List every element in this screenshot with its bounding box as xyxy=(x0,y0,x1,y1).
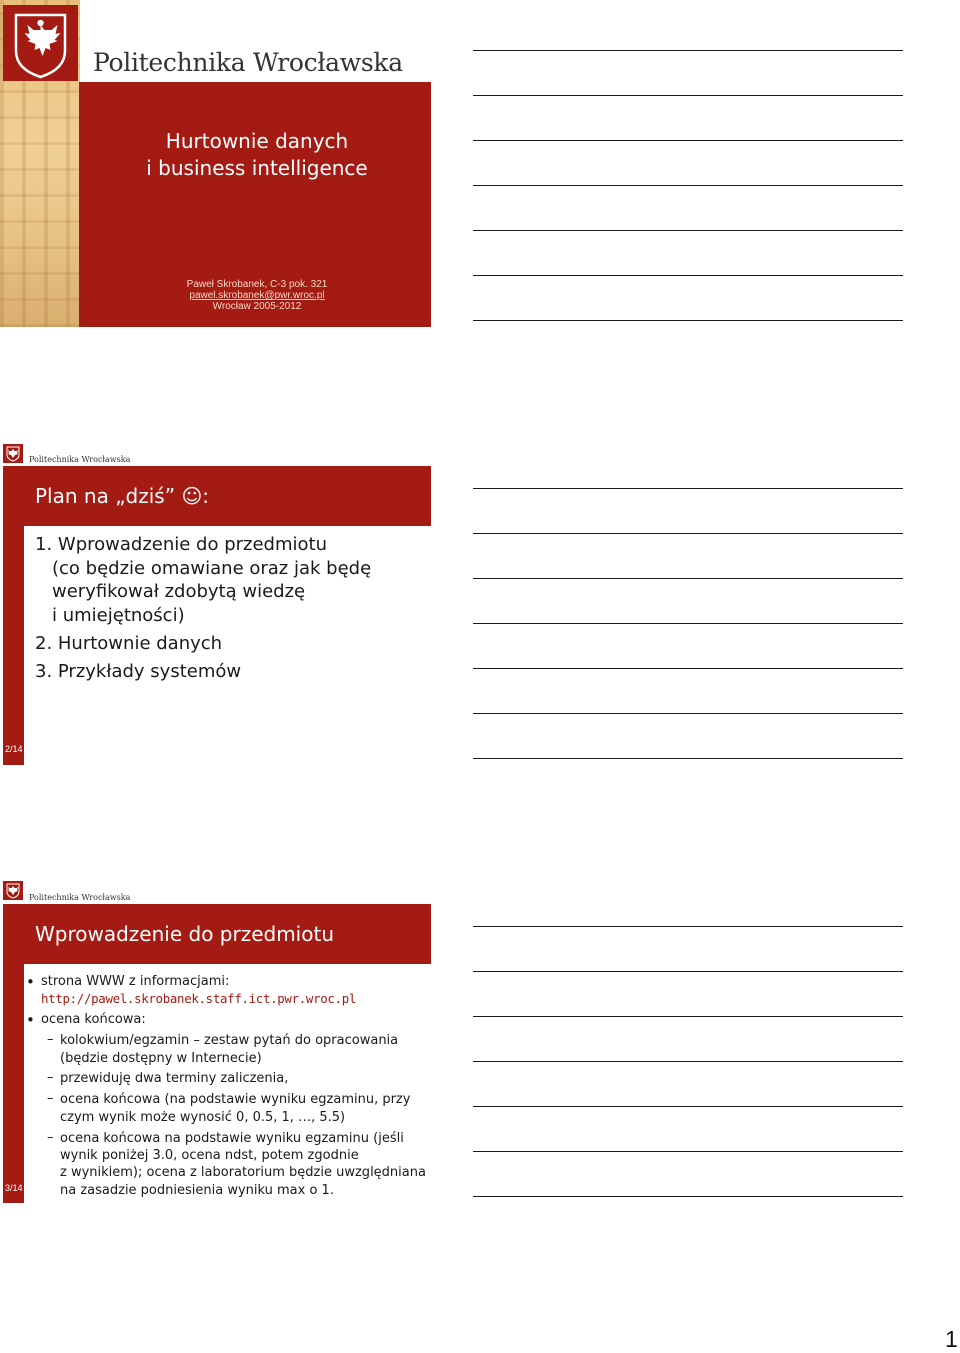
bullet-icon: • xyxy=(26,1011,35,1029)
eagle-crest-icon xyxy=(3,444,23,463)
note-line xyxy=(473,230,903,231)
side-bar xyxy=(3,904,24,1203)
note-line xyxy=(473,578,903,579)
note-line xyxy=(473,95,903,96)
university-name: Politechnika Wrocławska xyxy=(29,455,131,464)
note-line xyxy=(473,758,903,759)
note-line xyxy=(473,668,903,669)
list-item: (co będzie omawiane oraz jak będę xyxy=(52,558,372,579)
list-item: i umiejętności) xyxy=(52,605,185,626)
author-email-link[interactable]: pawel.skrobanek@pwr.wroc.pl xyxy=(189,290,325,301)
note-line xyxy=(473,926,903,927)
title-line-2: i business intelligence xyxy=(146,156,368,180)
mini-logo xyxy=(3,881,23,900)
bullet-icon: • xyxy=(26,973,35,991)
author-info xyxy=(79,279,435,312)
note-line xyxy=(473,1106,903,1107)
sub-item-text: wynik poniżej 3.0, ocena ndst, potem zgodnie xyxy=(60,1148,359,1163)
presentation-title xyxy=(79,128,435,182)
note-line xyxy=(473,1061,903,1062)
website-link[interactable]: http://pawel.skrobanek.staff.ict.pwr.wroc.pl xyxy=(41,991,357,1006)
eagle-crest-icon xyxy=(3,5,78,81)
slide-page-number: 2/14 xyxy=(5,744,23,754)
dash-bullet: – xyxy=(47,1070,54,1085)
dash-bullet: – xyxy=(47,1091,54,1106)
eagle-crest-icon xyxy=(3,881,23,900)
list-item: 2. Hurtownie danych xyxy=(35,633,223,654)
note-line xyxy=(473,971,903,972)
slide-page-number: 3/14 xyxy=(5,1183,23,1193)
author-name: Paweł Skrobanek, C-3 pok. 321 xyxy=(186,279,328,290)
sub-item-text: przewiduję dwa terminy zaliczenia, xyxy=(60,1071,289,1086)
slide-title: Plan na „dziś” ☺: xyxy=(35,484,210,508)
list-item: weryfikował zdobytą wiedzę xyxy=(52,581,306,602)
note-line xyxy=(473,1016,903,1017)
side-bar xyxy=(3,466,24,765)
note-line xyxy=(473,185,903,186)
sub-item-text: ocena końcowa (na podstawie wyniku egzaminu, przy xyxy=(60,1092,411,1107)
university-logo xyxy=(3,5,78,81)
list-item: 1. Wprowadzenie do przedmiotu xyxy=(35,534,327,555)
note-line xyxy=(473,1196,903,1197)
note-line xyxy=(473,713,903,714)
mini-logo xyxy=(3,444,23,463)
sub-item-text: kolokwium/egzamin – zestaw pytań do opracowania xyxy=(60,1033,399,1048)
note-line xyxy=(473,623,903,624)
university-name: Politechnika Wrocławska xyxy=(93,48,403,77)
note-line xyxy=(473,320,903,321)
sub-item-text: z wynikiem); ocena z laboratorium będzie uwzględniana xyxy=(60,1165,426,1180)
dash-bullet: – xyxy=(47,1130,54,1145)
bullet-text: ocena końcowa: xyxy=(41,1012,146,1027)
note-line xyxy=(473,533,903,534)
sub-item-text: ocena końcowa na podstawie wyniku egzaminu (jeśli xyxy=(60,1131,404,1146)
note-line xyxy=(473,275,903,276)
note-line xyxy=(473,140,903,141)
sub-item-text: na zasadzie podniesienia wyniku max o 1. xyxy=(60,1183,334,1198)
place-year: Wrocław 2005-2012 xyxy=(212,301,302,312)
document-page-number: 1 xyxy=(945,1326,958,1352)
list-item: 3. Przykłady systemów xyxy=(35,661,242,682)
dash-bullet: – xyxy=(47,1032,54,1047)
university-name: Politechnika Wrocławska xyxy=(29,893,131,902)
sub-item-text: (będzie dostępny w Internecie) xyxy=(60,1051,262,1066)
note-line xyxy=(473,50,903,51)
title-line-1: Hurtownie danych xyxy=(165,129,349,153)
note-line xyxy=(473,488,903,489)
note-line xyxy=(473,1151,903,1152)
sub-item-text: czym wynik może wynosić 0, 0.5, 1, …, 5.5) xyxy=(60,1110,346,1125)
bullet-text: strona WWW z informacjami: xyxy=(41,974,230,989)
slide-title: Wprowadzenie do przedmiotu xyxy=(35,922,334,946)
